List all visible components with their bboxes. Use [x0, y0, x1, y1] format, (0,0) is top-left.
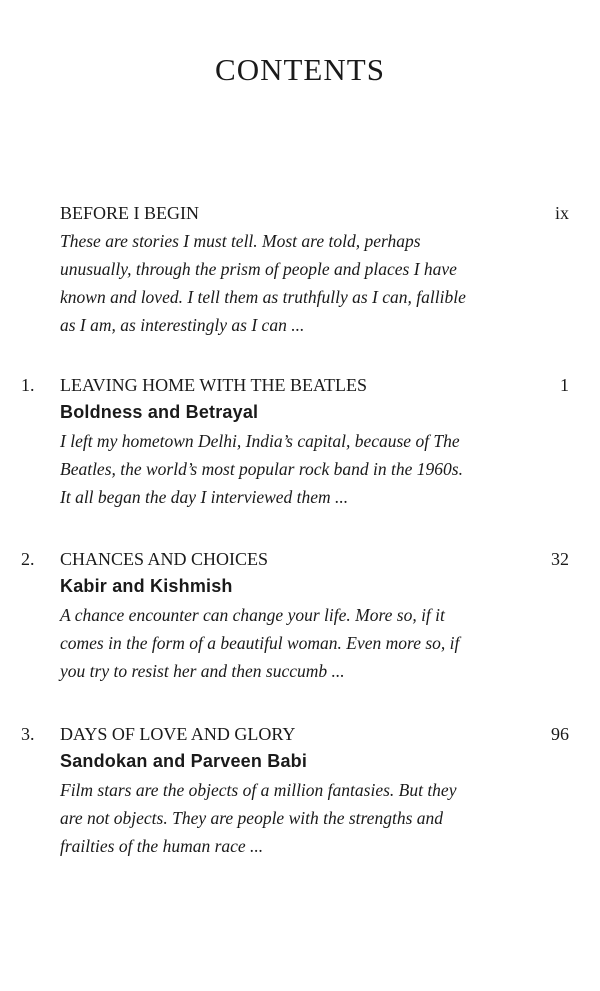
description-line: unusually, through the prism of people and places I have	[60, 259, 457, 279]
entry-description	[60, 227, 580, 339]
entry-title: LEAVING HOME WITH THE BEATLES	[60, 375, 367, 395]
entry-title: CHANCES AND CHOICES	[60, 549, 269, 569]
description-line: comes in the form of a beautiful woman. Even more so, if	[60, 633, 460, 653]
entry-chapter-number: 2.	[21, 549, 35, 569]
entry-page-number: 1	[560, 375, 569, 395]
entry-page-number: 96	[551, 724, 569, 744]
description-line: A chance encounter can change your life. More so, if it	[60, 605, 445, 625]
entry-chapter-number: 3.	[21, 724, 35, 744]
description-line: Beatles, the world’s most popular rock band in the 1960s.	[60, 459, 463, 479]
description-line: known and loved. I tell them as truthfully as I can, fallible	[60, 287, 466, 307]
description-line: Film stars are the objects of a million fantasies. But they	[60, 780, 457, 800]
entry-description	[60, 601, 580, 685]
entry-title: DAYS OF LOVE AND GLORY	[60, 724, 296, 744]
entry-chapter-number: 1.	[21, 375, 35, 395]
description-line: you try to resist her and then succumb ...	[60, 661, 345, 681]
entry-title: BEFORE I BEGIN	[60, 203, 199, 223]
description-line: These are stories I must tell. Most are told, perhaps	[60, 231, 421, 251]
description-line: I left my hometown Delhi, India’s capital, because of The	[60, 431, 460, 451]
entry-page-number: 32	[551, 549, 569, 569]
description-line: It all began the day I interviewed them ...	[60, 487, 349, 507]
entry-description	[60, 427, 580, 511]
entry-subtitle: Boldness and Betrayal	[60, 402, 259, 422]
page-title: CONTENTS	[215, 52, 385, 87]
description-line: frailties of the human race ...	[60, 836, 264, 856]
description-line: are not objects. They are people with the strengths and	[60, 808, 444, 828]
entry-description	[60, 776, 580, 860]
entry-subtitle: Sandokan and Parveen Babi	[60, 751, 308, 771]
entry-page-number: ix	[554, 203, 569, 223]
description-line: as I am, as interestingly as I can ...	[60, 315, 305, 335]
entry-subtitle: Kabir and Kishmish	[60, 576, 233, 596]
